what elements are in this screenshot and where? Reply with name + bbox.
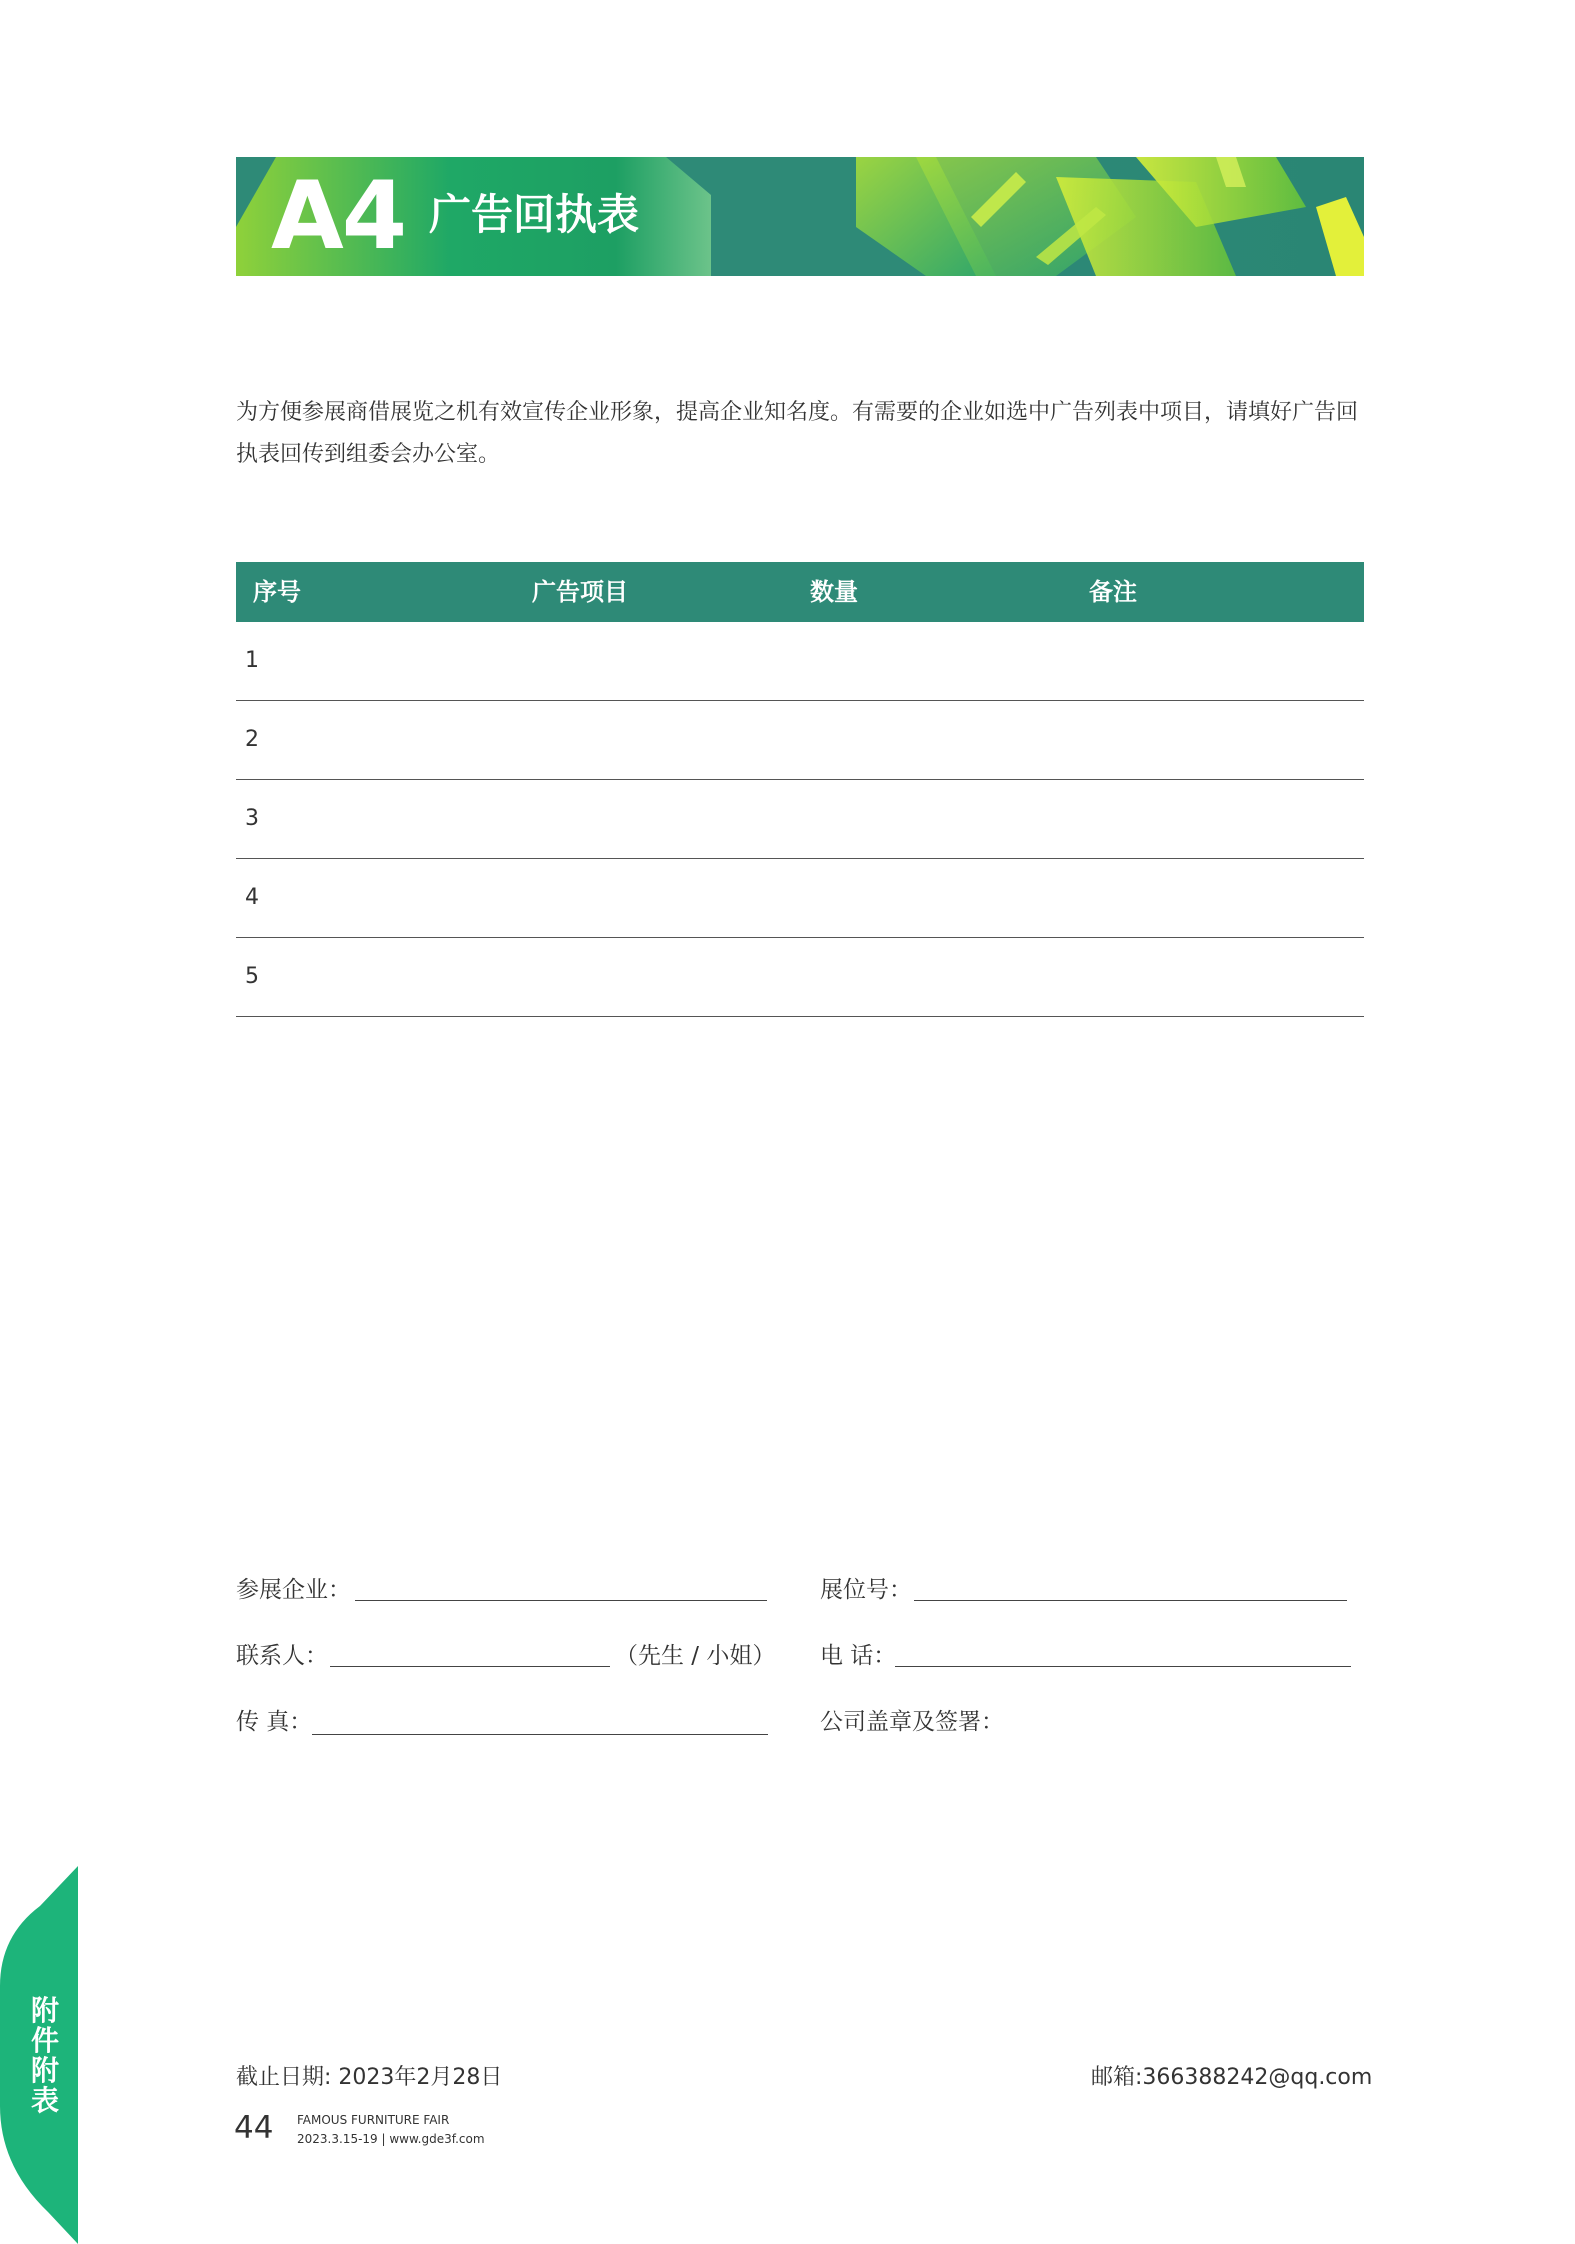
row-index: 4 (245, 885, 259, 910)
section-banner (236, 157, 1364, 276)
fax-field[interactable] (312, 1734, 768, 1735)
row-index: 1 (245, 648, 259, 673)
table-row[interactable] (236, 780, 1364, 859)
column-header-remarks: 备注 (1089, 578, 1137, 606)
page-number: 44 (234, 2110, 274, 2146)
email-text: 邮箱:366388242@qq.com (1091, 2065, 1373, 2090)
phone-label: 电 话： (820, 1643, 897, 1669)
booth-label: 展位号： (820, 1577, 912, 1603)
seal-signature-label: 公司盖章及签署： (820, 1709, 1004, 1735)
ad-receipt-table (236, 562, 1364, 1017)
page-title: 广告回执表 (429, 190, 640, 239)
phone-field[interactable] (895, 1666, 1351, 1667)
booth-field[interactable] (914, 1600, 1347, 1601)
column-header-quantity: 数量 (810, 578, 858, 606)
contact-field[interactable] (330, 1666, 610, 1667)
row-index: 3 (245, 806, 259, 831)
banner-graphic (236, 157, 1364, 276)
column-header-index: 序号 (253, 578, 301, 606)
fair-name: FAMOUS FURNITURE FAIR (297, 2113, 450, 2127)
side-tab-label[interactable]: 附件附表 (30, 1994, 59, 2117)
contact-label: 联系人： (236, 1643, 328, 1669)
intro-paragraph: 为方便参展商借展览之机有效宣传企业形象，提高企业知名度。有需要的企业如选中广告列表中项目，请填好广告回执表回传到组委会办公室。 (236, 400, 1359, 467)
section-code: A4 (271, 162, 406, 271)
table-row[interactable] (236, 938, 1364, 1017)
column-header-ad-item: 广告项目 (532, 578, 628, 606)
row-index: 2 (245, 727, 259, 752)
fax-label: 传 真： (236, 1709, 313, 1735)
table-row[interactable] (236, 701, 1364, 780)
contact-title-hint: （先生 / 小姐） (615, 1643, 776, 1669)
row-index: 5 (245, 964, 259, 989)
table-row[interactable] (236, 622, 1364, 701)
fair-date-website: 2023.3.15-19 | www.gde3f.com (297, 2132, 485, 2146)
exhibitor-label: 参展企业： (236, 1577, 351, 1603)
table-header (236, 562, 1364, 622)
table-row[interactable] (236, 859, 1364, 938)
deadline-text: 截止日期: 2023年2月28日 (236, 2065, 503, 2090)
exhibitor-field[interactable] (355, 1600, 767, 1601)
